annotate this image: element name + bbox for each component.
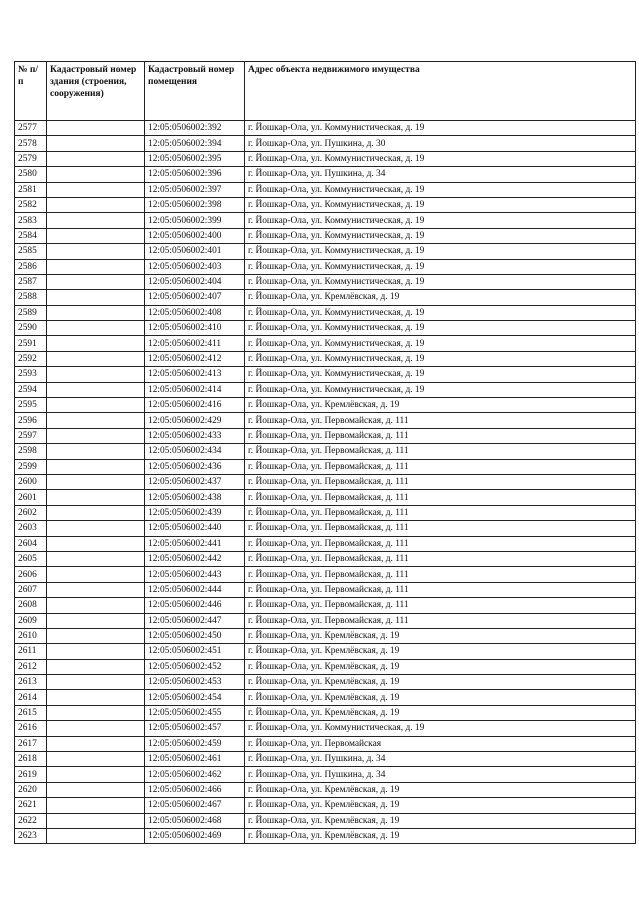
cell-number: 2586 (15, 259, 47, 274)
cell-building-cadastral-number (47, 736, 145, 751)
cell-premise-cadastral-number: 12:05:0506002:407 (145, 290, 245, 305)
cell-building-cadastral-number (47, 782, 145, 797)
cell-building-cadastral-number (47, 505, 145, 520)
table-row (15, 736, 636, 751)
cell-number: 2584 (15, 228, 47, 243)
cell-number: 2589 (15, 305, 47, 320)
cell-building-cadastral-number (47, 382, 145, 397)
cell-premise-cadastral-number: 12:05:0506002:408 (145, 305, 245, 320)
cell-premise-cadastral-number: 12:05:0506002:429 (145, 413, 245, 428)
table-row (15, 798, 636, 813)
table-row (15, 521, 636, 536)
cell-premise-cadastral-number: 12:05:0506002:416 (145, 398, 245, 413)
table-row (15, 336, 636, 351)
cell-building-cadastral-number (47, 521, 145, 536)
cell-address: г. Йошкар-Ола, ул. Пушкина, д. 30 (245, 136, 636, 151)
cell-premise-cadastral-number: 12:05:0506002:444 (145, 582, 245, 597)
cell-address: г. Йошкар-Ола, ул. Кремлёвская, д. 19 (245, 290, 636, 305)
cell-building-cadastral-number (47, 259, 145, 274)
cell-premise-cadastral-number: 12:05:0506002:398 (145, 197, 245, 212)
cell-building-cadastral-number (47, 228, 145, 243)
cell-premise-cadastral-number: 12:05:0506002:436 (145, 459, 245, 474)
cell-premise-cadastral-number: 12:05:0506002:447 (145, 613, 245, 628)
cell-address: г. Йошкар-Ола, ул. Коммунистическая, д. 19 (245, 197, 636, 212)
cell-address: г. Йошкар-Ола, ул. Первомайская, д. 111 (245, 536, 636, 551)
cell-number: 2601 (15, 490, 47, 505)
cell-building-cadastral-number (47, 151, 145, 166)
cell-address: г. Йошкар-Ола, ул. Коммунистическая, д. 19 (245, 321, 636, 336)
cell-number: 2617 (15, 736, 47, 751)
cell-building-cadastral-number (47, 490, 145, 505)
table-row (15, 536, 636, 551)
cell-premise-cadastral-number: 12:05:0506002:413 (145, 367, 245, 382)
cell-building-cadastral-number (47, 721, 145, 736)
cell-address: г. Йошкар-Ола, ул. Коммунистическая, д. 19 (245, 228, 636, 243)
table-row (15, 752, 636, 767)
cell-number: 2622 (15, 813, 47, 828)
cell-building-cadastral-number (47, 213, 145, 228)
cell-building-cadastral-number (47, 675, 145, 690)
cell-address: г. Йошкар-Ола, ул. Первомайская, д. 111 (245, 474, 636, 489)
cell-address: г. Йошкар-Ола, ул. Кремлёвская, д. 19 (245, 659, 636, 674)
cell-address: г. Йошкар-Ола, ул. Кремлёвская, д. 19 (245, 398, 636, 413)
cell-number: 2590 (15, 321, 47, 336)
table-row (15, 382, 636, 397)
cell-address: г. Йошкар-Ола, ул. Коммунистическая, д. 19 (245, 351, 636, 366)
cell-address: г. Йошкар-Ола, ул. Кремлёвская, д. 19 (245, 828, 636, 843)
cell-number: 2614 (15, 690, 47, 705)
cell-number: 2606 (15, 567, 47, 582)
cell-building-cadastral-number (47, 413, 145, 428)
table-body (15, 121, 636, 844)
cell-building-cadastral-number (47, 598, 145, 613)
cell-address: г. Йошкар-Ола, ул. Пушкина, д. 34 (245, 167, 636, 182)
cell-premise-cadastral-number: 12:05:0506002:443 (145, 567, 245, 582)
cell-building-cadastral-number (47, 197, 145, 212)
table-row (15, 813, 636, 828)
cell-building-cadastral-number (47, 705, 145, 720)
cell-number: 2578 (15, 136, 47, 151)
cell-address: г. Йошкар-Ола, ул. Кремлёвская, д. 19 (245, 628, 636, 643)
cell-building-cadastral-number (47, 752, 145, 767)
table-row (15, 644, 636, 659)
cell-premise-cadastral-number: 12:05:0506002:395 (145, 151, 245, 166)
cell-building-cadastral-number (47, 444, 145, 459)
cell-building-cadastral-number (47, 828, 145, 843)
table-row (15, 305, 636, 320)
cell-premise-cadastral-number: 12:05:0506002:466 (145, 782, 245, 797)
table-row (15, 290, 636, 305)
cell-number: 2579 (15, 151, 47, 166)
table-row (15, 398, 636, 413)
cell-premise-cadastral-number: 12:05:0506002:403 (145, 259, 245, 274)
cell-address: г. Йошкар-Ола, ул. Первомайская (245, 736, 636, 751)
cell-number: 2585 (15, 244, 47, 259)
cell-number: 2600 (15, 474, 47, 489)
cell-building-cadastral-number (47, 136, 145, 151)
header-row (15, 62, 636, 121)
table-row (15, 767, 636, 782)
cell-premise-cadastral-number: 12:05:0506002:439 (145, 505, 245, 520)
cell-address: г. Йошкар-Ола, ул. Коммунистическая, д. 19 (245, 244, 636, 259)
cell-premise-cadastral-number: 12:05:0506002:434 (145, 444, 245, 459)
cell-premise-cadastral-number: 12:05:0506002:455 (145, 705, 245, 720)
cell-building-cadastral-number (47, 290, 145, 305)
cell-premise-cadastral-number: 12:05:0506002:440 (145, 521, 245, 536)
cell-number: 2605 (15, 551, 47, 566)
cell-premise-cadastral-number: 12:05:0506002:454 (145, 690, 245, 705)
cell-address: г. Йошкар-Ола, ул. Кремлёвская, д. 19 (245, 782, 636, 797)
table-row (15, 413, 636, 428)
header-building-cadastral-number: Кадастровый номер здания (строения, сооружения) (47, 62, 145, 121)
cell-building-cadastral-number (47, 567, 145, 582)
table-row (15, 690, 636, 705)
cell-number: 2619 (15, 767, 47, 782)
cell-premise-cadastral-number: 12:05:0506002:451 (145, 644, 245, 659)
table-row (15, 598, 636, 613)
cell-number: 2599 (15, 459, 47, 474)
cell-number: 2593 (15, 367, 47, 382)
cell-premise-cadastral-number: 12:05:0506002:397 (145, 182, 245, 197)
cell-premise-cadastral-number: 12:05:0506002:412 (145, 351, 245, 366)
table-row (15, 136, 636, 151)
cell-premise-cadastral-number: 12:05:0506002:446 (145, 598, 245, 613)
cell-building-cadastral-number (47, 536, 145, 551)
cell-address: г. Йошкар-Ола, ул. Коммунистическая, д. 19 (245, 121, 636, 136)
cell-address: г. Йошкар-Ола, ул. Первомайская, д. 111 (245, 598, 636, 613)
cell-number: 2611 (15, 644, 47, 659)
cell-premise-cadastral-number: 12:05:0506002:438 (145, 490, 245, 505)
cell-premise-cadastral-number: 12:05:0506002:469 (145, 828, 245, 843)
cell-building-cadastral-number (47, 644, 145, 659)
cell-number: 2603 (15, 521, 47, 536)
cell-building-cadastral-number (47, 659, 145, 674)
cell-number: 2623 (15, 828, 47, 843)
cell-number: 2620 (15, 782, 47, 797)
table-row (15, 828, 636, 843)
table-row (15, 151, 636, 166)
cell-number: 2618 (15, 752, 47, 767)
table-header (15, 62, 636, 121)
cell-address: г. Йошкар-Ола, ул. Коммунистическая, д. 19 (245, 336, 636, 351)
cell-address: г. Йошкар-Ола, ул. Первомайская, д. 111 (245, 567, 636, 582)
cell-number: 2597 (15, 428, 47, 443)
cell-number: 2607 (15, 582, 47, 597)
cell-number: 2602 (15, 505, 47, 520)
table-row (15, 474, 636, 489)
cell-address: г. Йошкар-Ола, ул. Коммунистическая, д. 19 (245, 259, 636, 274)
cell-address: г. Йошкар-Ола, ул. Первомайская, д. 111 (245, 582, 636, 597)
table-row (15, 782, 636, 797)
cell-premise-cadastral-number: 12:05:0506002:462 (145, 767, 245, 782)
cell-address: г. Йошкар-Ола, ул. Пушкина, д. 34 (245, 767, 636, 782)
cell-address: г. Йошкар-Ола, ул. Коммунистическая, д. 19 (245, 182, 636, 197)
cell-premise-cadastral-number: 12:05:0506002:392 (145, 121, 245, 136)
cell-address: г. Йошкар-Ола, ул. Первомайская, д. 111 (245, 521, 636, 536)
table-row (15, 197, 636, 212)
cell-address: г. Йошкар-Ола, ул. Коммунистическая, д. 19 (245, 305, 636, 320)
table-row (15, 228, 636, 243)
cell-premise-cadastral-number: 12:05:0506002:467 (145, 798, 245, 813)
cell-address: г. Йошкар-Ола, ул. Коммунистическая, д. 19 (245, 151, 636, 166)
cell-building-cadastral-number (47, 767, 145, 782)
cell-building-cadastral-number (47, 798, 145, 813)
table-row (15, 321, 636, 336)
cell-premise-cadastral-number: 12:05:0506002:411 (145, 336, 245, 351)
table-row (15, 259, 636, 274)
table-row (15, 182, 636, 197)
table-row (15, 705, 636, 720)
cell-number: 2581 (15, 182, 47, 197)
cell-number: 2591 (15, 336, 47, 351)
cell-premise-cadastral-number: 12:05:0506002:410 (145, 321, 245, 336)
cell-number: 2616 (15, 721, 47, 736)
cell-number: 2583 (15, 213, 47, 228)
cell-building-cadastral-number (47, 398, 145, 413)
cell-number: 2610 (15, 628, 47, 643)
cell-address: г. Йошкар-Ола, ул. Кремлёвская, д. 19 (245, 705, 636, 720)
cell-address: г. Йошкар-Ола, ул. Первомайская, д. 111 (245, 490, 636, 505)
property-register-table (14, 61, 636, 844)
cell-number: 2588 (15, 290, 47, 305)
table-row (15, 721, 636, 736)
cell-number: 2582 (15, 197, 47, 212)
cell-number: 2587 (15, 274, 47, 289)
cell-address: г. Йошкар-Ола, ул. Кремлёвская, д. 19 (245, 675, 636, 690)
cell-number: 2621 (15, 798, 47, 813)
cell-building-cadastral-number (47, 336, 145, 351)
table-row (15, 444, 636, 459)
cell-address: г. Йошкар-Ола, ул. Коммунистическая, д. 19 (245, 213, 636, 228)
table-row (15, 274, 636, 289)
cell-number: 2596 (15, 413, 47, 428)
cell-building-cadastral-number (47, 582, 145, 597)
table-row (15, 628, 636, 643)
table-row (15, 428, 636, 443)
cell-premise-cadastral-number: 12:05:0506002:404 (145, 274, 245, 289)
cell-building-cadastral-number (47, 428, 145, 443)
header-premise-cadastral-number: Кадастровый номер помещения (145, 62, 245, 121)
cell-address: г. Йошкар-Ола, ул. Первомайская, д. 111 (245, 551, 636, 566)
cell-building-cadastral-number (47, 121, 145, 136)
cell-number: 2609 (15, 613, 47, 628)
cell-building-cadastral-number (47, 182, 145, 197)
cell-premise-cadastral-number: 12:05:0506002:442 (145, 551, 245, 566)
cell-premise-cadastral-number: 12:05:0506002:468 (145, 813, 245, 828)
cell-building-cadastral-number (47, 321, 145, 336)
cell-building-cadastral-number (47, 244, 145, 259)
cell-address: г. Йошкар-Ола, ул. Кремлёвская, д. 19 (245, 690, 636, 705)
table-row (15, 613, 636, 628)
cell-premise-cadastral-number: 12:05:0506002:394 (145, 136, 245, 151)
cell-address: г. Йошкар-Ола, ул. Первомайская, д. 111 (245, 413, 636, 428)
cell-building-cadastral-number (47, 367, 145, 382)
cell-building-cadastral-number (47, 690, 145, 705)
cell-building-cadastral-number (47, 459, 145, 474)
table-row (15, 244, 636, 259)
cell-premise-cadastral-number: 12:05:0506002:437 (145, 474, 245, 489)
cell-premise-cadastral-number: 12:05:0506002:396 (145, 167, 245, 182)
cell-number: 2604 (15, 536, 47, 551)
table-row (15, 659, 636, 674)
cell-premise-cadastral-number: 12:05:0506002:441 (145, 536, 245, 551)
table-row (15, 505, 636, 520)
cell-number: 2592 (15, 351, 47, 366)
cell-building-cadastral-number (47, 474, 145, 489)
cell-premise-cadastral-number: 12:05:0506002:433 (145, 428, 245, 443)
table-row (15, 490, 636, 505)
header-number: № п/п (15, 62, 47, 121)
cell-address: г. Йошкар-Ола, ул. Первомайская, д. 111 (245, 459, 636, 474)
table-row (15, 675, 636, 690)
cell-number: 2615 (15, 705, 47, 720)
cell-building-cadastral-number (47, 628, 145, 643)
cell-number: 2594 (15, 382, 47, 397)
table-row (15, 121, 636, 136)
cell-premise-cadastral-number: 12:05:0506002:401 (145, 244, 245, 259)
cell-building-cadastral-number (47, 551, 145, 566)
cell-premise-cadastral-number: 12:05:0506002:459 (145, 736, 245, 751)
cell-number: 2598 (15, 444, 47, 459)
cell-building-cadastral-number (47, 351, 145, 366)
cell-building-cadastral-number (47, 274, 145, 289)
cell-premise-cadastral-number: 12:05:0506002:457 (145, 721, 245, 736)
cell-premise-cadastral-number: 12:05:0506002:450 (145, 628, 245, 643)
table-row (15, 213, 636, 228)
table-row (15, 582, 636, 597)
cell-building-cadastral-number (47, 813, 145, 828)
table-row (15, 551, 636, 566)
table-row (15, 459, 636, 474)
cell-building-cadastral-number (47, 613, 145, 628)
cell-address: г. Йошкар-Ола, ул. Кремлёвская, д. 19 (245, 644, 636, 659)
table-row (15, 167, 636, 182)
cell-number: 2580 (15, 167, 47, 182)
cell-address: г. Йошкар-Ола, ул. Коммунистическая, д. 19 (245, 367, 636, 382)
cell-premise-cadastral-number: 12:05:0506002:399 (145, 213, 245, 228)
cell-address: г. Йошкар-Ола, ул. Пушкина, д. 34 (245, 752, 636, 767)
table-row (15, 367, 636, 382)
cell-number: 2608 (15, 598, 47, 613)
cell-address: г. Йошкар-Ола, ул. Коммунистическая, д. 19 (245, 382, 636, 397)
cell-number: 2612 (15, 659, 47, 674)
table-row (15, 567, 636, 582)
cell-address: г. Йошкар-Ола, ул. Первомайская, д. 111 (245, 444, 636, 459)
cell-number: 2577 (15, 121, 47, 136)
header-address: Адрес объекта недвижимого имущества (245, 62, 636, 121)
cell-premise-cadastral-number: 12:05:0506002:400 (145, 228, 245, 243)
cell-premise-cadastral-number: 12:05:0506002:452 (145, 659, 245, 674)
cell-address: г. Йошкар-Ола, ул. Первомайская, д. 111 (245, 505, 636, 520)
cell-number: 2613 (15, 675, 47, 690)
cell-address: г. Йошкар-Ола, ул. Кремлёвская, д. 19 (245, 798, 636, 813)
cell-address: г. Йошкар-Ола, ул. Первомайская, д. 111 (245, 613, 636, 628)
table-row (15, 351, 636, 366)
cell-address: г. Йошкар-Ола, ул. Коммунистическая, д. 19 (245, 721, 636, 736)
cell-address: г. Йошкар-Ола, ул. Коммунистическая, д. 19 (245, 274, 636, 289)
cell-address: г. Йошкар-Ола, ул. Кремлёвская, д. 19 (245, 813, 636, 828)
cell-building-cadastral-number (47, 305, 145, 320)
cell-address: г. Йошкар-Ола, ул. Первомайская, д. 111 (245, 428, 636, 443)
cell-premise-cadastral-number: 12:05:0506002:461 (145, 752, 245, 767)
cell-premise-cadastral-number: 12:05:0506002:453 (145, 675, 245, 690)
cell-premise-cadastral-number: 12:05:0506002:414 (145, 382, 245, 397)
cell-building-cadastral-number (47, 167, 145, 182)
cell-number: 2595 (15, 398, 47, 413)
